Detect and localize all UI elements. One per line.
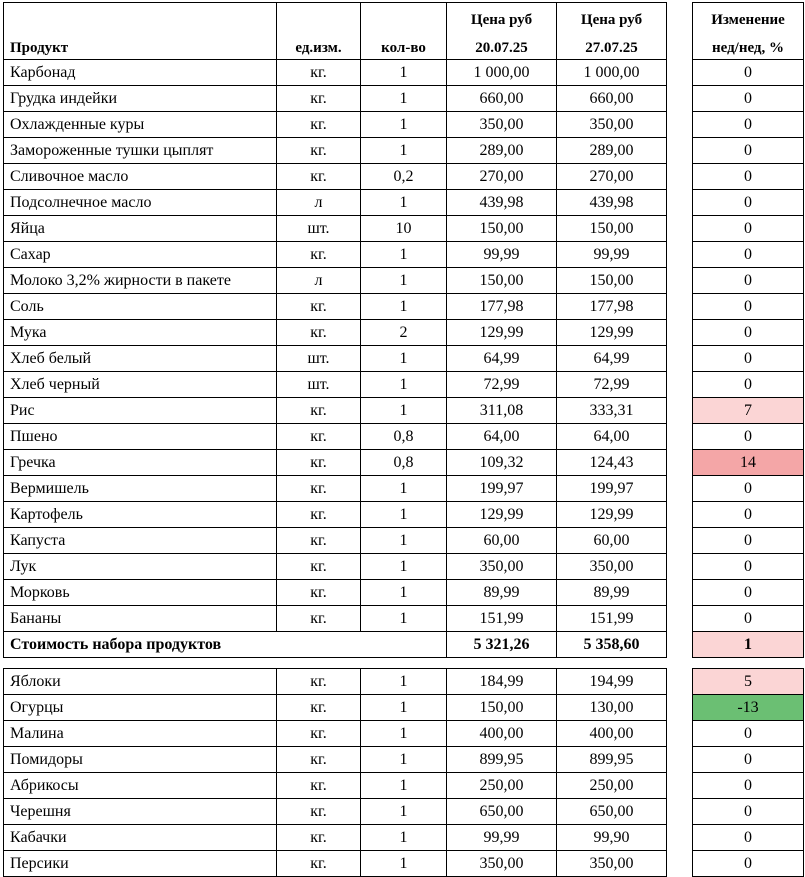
table-row xyxy=(4,320,667,346)
change-cell: 0 xyxy=(693,747,804,773)
change-header-top xyxy=(693,3,804,32)
unit-cell: кг. xyxy=(277,476,361,502)
table-row xyxy=(4,669,667,695)
table-row xyxy=(4,372,667,398)
change-row xyxy=(693,554,804,580)
total-change-row xyxy=(693,632,804,658)
seasonal-change-table xyxy=(692,668,804,877)
table-row xyxy=(4,476,667,502)
table-row xyxy=(4,346,667,372)
qty-cell: 1 xyxy=(361,502,447,528)
qty-cell: 1 xyxy=(361,60,447,86)
change-row xyxy=(693,851,804,877)
table-row xyxy=(4,424,667,450)
table-row xyxy=(4,164,667,190)
unit-cell: кг. xyxy=(277,554,361,580)
product-name: Лук xyxy=(4,554,277,580)
table-row xyxy=(4,606,667,632)
price-old-cell: 250,00 xyxy=(447,773,557,799)
price-new-cell: 899,95 xyxy=(557,747,667,773)
qty-cell: 1 xyxy=(361,721,447,747)
total-row xyxy=(4,632,667,658)
price-new-cell: 99,99 xyxy=(557,242,667,268)
unit-cell: кг. xyxy=(277,747,361,773)
change-cell: 0 xyxy=(693,554,804,580)
price-new-cell: 150,00 xyxy=(557,268,667,294)
header-price-label-1: Цена руб xyxy=(447,3,557,32)
change-cell: 0 xyxy=(693,502,804,528)
qty-cell: 1 xyxy=(361,372,447,398)
change-cell: 0 xyxy=(693,320,804,346)
total-change-cell: 1 xyxy=(693,632,804,658)
product-name: Огурцы xyxy=(4,695,277,721)
table-row xyxy=(4,242,667,268)
price-new-cell: 124,43 xyxy=(557,450,667,476)
unit-cell: кг. xyxy=(277,695,361,721)
price-old-cell: 64,99 xyxy=(447,346,557,372)
change-row xyxy=(693,502,804,528)
qty-cell: 1 xyxy=(361,190,447,216)
table-row xyxy=(4,60,667,86)
product-name: Пшено xyxy=(4,424,277,450)
price-old-cell: 184,99 xyxy=(447,669,557,695)
table-row xyxy=(4,528,667,554)
header-date-1: 20.07.25 xyxy=(447,31,557,60)
change-cell: 0 xyxy=(693,138,804,164)
change-row xyxy=(693,799,804,825)
product-name: Абрикосы xyxy=(4,773,277,799)
unit-cell: кг. xyxy=(277,825,361,851)
header-product: Продукт xyxy=(4,3,277,60)
qty-cell: 1 xyxy=(361,773,447,799)
price-new-cell: 350,00 xyxy=(557,554,667,580)
table-row xyxy=(4,294,667,320)
change-cell: 0 xyxy=(693,825,804,851)
price-old-cell: 60,00 xyxy=(447,528,557,554)
product-name: Персики xyxy=(4,851,277,877)
qty-cell: 1 xyxy=(361,799,447,825)
price-new-cell: 89,99 xyxy=(557,580,667,606)
price-new-cell: 150,00 xyxy=(557,216,667,242)
price-old-cell: 199,97 xyxy=(447,476,557,502)
price-new-cell: 350,00 xyxy=(557,851,667,877)
product-name: Замороженные тушки цыплят xyxy=(4,138,277,164)
qty-cell: 1 xyxy=(361,346,447,372)
qty-cell: 1 xyxy=(361,112,447,138)
qty-cell: 1 xyxy=(361,86,447,112)
change-row xyxy=(693,476,804,502)
product-name: Охлажденные куры xyxy=(4,112,277,138)
product-name: Соль xyxy=(4,294,277,320)
unit-cell: л xyxy=(277,190,361,216)
qty-cell: 10 xyxy=(361,216,447,242)
qty-cell: 0,2 xyxy=(361,164,447,190)
price-old-cell: 270,00 xyxy=(447,164,557,190)
price-old-cell: 650,00 xyxy=(447,799,557,825)
price-old-cell: 177,98 xyxy=(447,294,557,320)
header-change-line1: Изменение xyxy=(693,3,804,32)
unit-cell: кг. xyxy=(277,851,361,877)
price-old-cell: 129,99 xyxy=(447,502,557,528)
product-name: Яблоки xyxy=(4,669,277,695)
product-name: Кабачки xyxy=(4,825,277,851)
change-row xyxy=(693,86,804,112)
price-old-cell: 311,08 xyxy=(447,398,557,424)
change-cell: 0 xyxy=(693,164,804,190)
table-row xyxy=(4,851,667,877)
table-row xyxy=(4,773,667,799)
qty-cell: 1 xyxy=(361,138,447,164)
unit-cell: шт. xyxy=(277,372,361,398)
price-table xyxy=(3,2,667,658)
change-row xyxy=(693,450,804,476)
change-cell: 7 xyxy=(693,398,804,424)
price-new-cell: 350,00 xyxy=(557,112,667,138)
product-name: Молоко 3,2% жирности в пакете xyxy=(4,268,277,294)
change-row xyxy=(693,528,804,554)
table-row xyxy=(4,398,667,424)
table-row xyxy=(4,747,667,773)
total-price-new: 5 358,60 xyxy=(557,632,667,658)
change-cell: 0 xyxy=(693,580,804,606)
price-new-cell: 60,00 xyxy=(557,528,667,554)
change-cell: 0 xyxy=(693,476,804,502)
qty-cell: 1 xyxy=(361,695,447,721)
product-name: Карбонад xyxy=(4,60,277,86)
change-cell: 0 xyxy=(693,606,804,632)
price-old-cell: 289,00 xyxy=(447,138,557,164)
unit-cell: шт. xyxy=(277,346,361,372)
qty-cell: 1 xyxy=(361,554,447,580)
price-new-cell: 129,99 xyxy=(557,320,667,346)
price-old-cell: 660,00 xyxy=(447,86,557,112)
price-new-cell: 64,99 xyxy=(557,346,667,372)
total-label: Стоимость набора продуктов xyxy=(4,632,447,658)
price-old-cell: 150,00 xyxy=(447,695,557,721)
product-name: Картофель xyxy=(4,502,277,528)
price-old-cell: 350,00 xyxy=(447,851,557,877)
change-table xyxy=(692,2,804,658)
price-new-cell: 99,90 xyxy=(557,825,667,851)
table-row xyxy=(4,502,667,528)
price-new-cell: 1 000,00 xyxy=(557,60,667,86)
unit-cell: л xyxy=(277,268,361,294)
table-row xyxy=(4,112,667,138)
product-name: Морковь xyxy=(4,580,277,606)
change-row xyxy=(693,398,804,424)
price-old-cell: 350,00 xyxy=(447,112,557,138)
price-new-cell: 289,00 xyxy=(557,138,667,164)
change-cell: 5 xyxy=(693,669,804,695)
change-cell: 0 xyxy=(693,721,804,747)
change-cell: 0 xyxy=(693,190,804,216)
qty-cell: 1 xyxy=(361,528,447,554)
table-row xyxy=(4,86,667,112)
change-row xyxy=(693,112,804,138)
table-row xyxy=(4,554,667,580)
qty-cell: 1 xyxy=(361,268,447,294)
price-new-cell: 129,99 xyxy=(557,502,667,528)
unit-cell: кг. xyxy=(277,164,361,190)
change-cell: 0 xyxy=(693,346,804,372)
product-name: Сахар xyxy=(4,242,277,268)
qty-cell: 0,8 xyxy=(361,450,447,476)
price-new-cell: 439,98 xyxy=(557,190,667,216)
table-row xyxy=(4,580,667,606)
qty-cell: 1 xyxy=(361,747,447,773)
product-name: Помидоры xyxy=(4,747,277,773)
change-row xyxy=(693,669,804,695)
product-name: Мука xyxy=(4,320,277,346)
table-row xyxy=(4,450,667,476)
change-header-bottom xyxy=(693,31,804,60)
change-row xyxy=(693,242,804,268)
price-old-cell: 439,98 xyxy=(447,190,557,216)
price-old-cell: 400,00 xyxy=(447,721,557,747)
change-cell: 0 xyxy=(693,294,804,320)
qty-cell: 1 xyxy=(361,606,447,632)
change-row xyxy=(693,747,804,773)
change-cell: 0 xyxy=(693,242,804,268)
header-date-2: 27.07.25 xyxy=(557,31,667,60)
product-name: Хлеб белый xyxy=(4,346,277,372)
header-qty: кол-во xyxy=(361,3,447,60)
price-old-cell: 64,00 xyxy=(447,424,557,450)
product-name: Капуста xyxy=(4,528,277,554)
unit-cell: кг. xyxy=(277,86,361,112)
price-new-cell: 270,00 xyxy=(557,164,667,190)
price-old-cell: 150,00 xyxy=(447,216,557,242)
change-row xyxy=(693,721,804,747)
price-new-cell: 64,00 xyxy=(557,424,667,450)
price-old-cell: 129,99 xyxy=(447,320,557,346)
change-cell: 0 xyxy=(693,60,804,86)
unit-cell: кг. xyxy=(277,799,361,825)
qty-cell: 2 xyxy=(361,320,447,346)
change-row xyxy=(693,164,804,190)
price-old-cell: 350,00 xyxy=(447,554,557,580)
price-old-cell: 109,32 xyxy=(447,450,557,476)
change-cell: 0 xyxy=(693,424,804,450)
product-name: Бананы xyxy=(4,606,277,632)
change-cell: 0 xyxy=(693,86,804,112)
product-name: Хлеб черный xyxy=(4,372,277,398)
header-change-line2: нед/нед, % xyxy=(693,31,804,60)
price-old-cell: 99,99 xyxy=(447,242,557,268)
change-row xyxy=(693,695,804,721)
price-old-cell: 151,99 xyxy=(447,606,557,632)
qty-cell: 1 xyxy=(361,825,447,851)
table-row xyxy=(4,268,667,294)
table-row xyxy=(4,695,667,721)
change-cell: -13 xyxy=(693,695,804,721)
unit-cell: кг. xyxy=(277,450,361,476)
change-cell: 0 xyxy=(693,851,804,877)
product-name: Черешня xyxy=(4,799,277,825)
price-old-cell: 1 000,00 xyxy=(447,60,557,86)
change-row xyxy=(693,190,804,216)
price-new-cell: 130,00 xyxy=(557,695,667,721)
qty-cell: 1 xyxy=(361,669,447,695)
price-old-cell: 89,99 xyxy=(447,580,557,606)
table-row xyxy=(4,825,667,851)
price-new-cell: 400,00 xyxy=(557,721,667,747)
table-row xyxy=(4,138,667,164)
unit-cell: шт. xyxy=(277,216,361,242)
seasonal-table xyxy=(3,668,667,877)
product-name: Подсолнечное масло xyxy=(4,190,277,216)
price-new-cell: 650,00 xyxy=(557,799,667,825)
qty-cell: 1 xyxy=(361,476,447,502)
change-cell: 0 xyxy=(693,372,804,398)
change-row xyxy=(693,424,804,450)
change-row xyxy=(693,216,804,242)
price-new-cell: 194,99 xyxy=(557,669,667,695)
qty-cell: 1 xyxy=(361,398,447,424)
change-cell: 0 xyxy=(693,799,804,825)
unit-cell: кг. xyxy=(277,424,361,450)
unit-cell: кг. xyxy=(277,60,361,86)
table-row xyxy=(4,799,667,825)
unit-cell: кг. xyxy=(277,398,361,424)
change-cell: 0 xyxy=(693,773,804,799)
product-name: Малина xyxy=(4,721,277,747)
change-row xyxy=(693,773,804,799)
price-old-cell: 99,99 xyxy=(447,825,557,851)
price-old-cell: 899,95 xyxy=(447,747,557,773)
price-old-cell: 72,99 xyxy=(447,372,557,398)
price-new-cell: 151,99 xyxy=(557,606,667,632)
price-new-cell: 177,98 xyxy=(557,294,667,320)
product-name: Гречка xyxy=(4,450,277,476)
price-new-cell: 250,00 xyxy=(557,773,667,799)
unit-cell: кг. xyxy=(277,773,361,799)
price-old-cell: 150,00 xyxy=(447,268,557,294)
product-name: Рис xyxy=(4,398,277,424)
table-row xyxy=(4,190,667,216)
qty-cell: 1 xyxy=(361,580,447,606)
qty-cell: 0,8 xyxy=(361,424,447,450)
price-new-cell: 333,31 xyxy=(557,398,667,424)
unit-cell: кг. xyxy=(277,112,361,138)
change-row xyxy=(693,606,804,632)
change-row xyxy=(693,60,804,86)
unit-cell: кг. xyxy=(277,320,361,346)
change-cell: 0 xyxy=(693,216,804,242)
unit-cell: кг. xyxy=(277,502,361,528)
unit-cell: кг. xyxy=(277,294,361,320)
header-unit: ед.изм. xyxy=(277,3,361,60)
change-cell: 14 xyxy=(693,450,804,476)
change-row xyxy=(693,294,804,320)
change-cell: 0 xyxy=(693,268,804,294)
price-new-cell: 660,00 xyxy=(557,86,667,112)
unit-cell: кг. xyxy=(277,721,361,747)
change-row xyxy=(693,372,804,398)
change-cell: 0 xyxy=(693,528,804,554)
change-row xyxy=(693,138,804,164)
unit-cell: кг. xyxy=(277,580,361,606)
unit-cell: кг. xyxy=(277,606,361,632)
header-row-top xyxy=(4,3,667,32)
change-cell: 0 xyxy=(693,112,804,138)
total-price-old: 5 321,26 xyxy=(447,632,557,658)
product-name: Яйца xyxy=(4,216,277,242)
header-price-label-2: Цена руб xyxy=(557,3,667,32)
qty-cell: 1 xyxy=(361,294,447,320)
product-name: Сливочное масло xyxy=(4,164,277,190)
product-name: Грудка индейки xyxy=(4,86,277,112)
table-row xyxy=(4,721,667,747)
qty-cell: 1 xyxy=(361,851,447,877)
unit-cell: кг. xyxy=(277,138,361,164)
qty-cell: 1 xyxy=(361,242,447,268)
change-row xyxy=(693,825,804,851)
table-row xyxy=(4,216,667,242)
unit-cell: кг. xyxy=(277,242,361,268)
price-new-cell: 72,99 xyxy=(557,372,667,398)
change-row xyxy=(693,580,804,606)
unit-cell: кг. xyxy=(277,669,361,695)
change-row xyxy=(693,346,804,372)
unit-cell: кг. xyxy=(277,528,361,554)
change-row xyxy=(693,268,804,294)
product-name: Вермишель xyxy=(4,476,277,502)
change-row xyxy=(693,320,804,346)
price-new-cell: 199,97 xyxy=(557,476,667,502)
